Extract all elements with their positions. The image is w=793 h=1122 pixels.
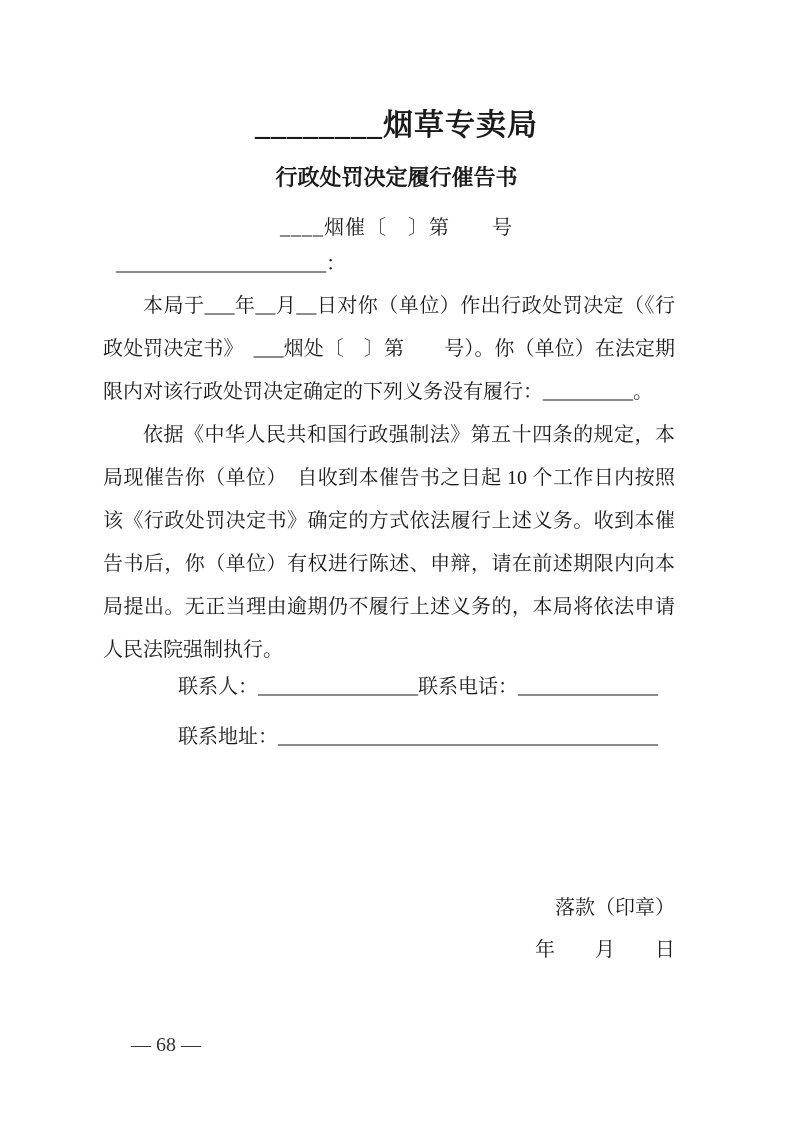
- contact-line-address: [178, 720, 658, 749]
- document-body: [103, 285, 675, 672]
- signature-block: [535, 895, 675, 963]
- paragraph-legal-basis: 依据《中华人民共和国行政强制法》第五十四条的规定，本局现催告你（单位） 自收到本催告书之日起 10 个工作日内按照该《行政处罚决定书》确定的方式依法履行上述义务。收到本催告书后，你（单位）有权进行陈述、申辩，请在前述期限内向本局提出。无正当理由逾期仍不履行上述义务的，本局将依法申请人民法院强制执行。: [103, 424, 675, 661]
- contact-person-label: 联系人：: [178, 676, 258, 698]
- contact-address-blank: ______________________________________: [278, 726, 658, 748]
- signature-seal-line: 落款（印章）: [555, 897, 675, 919]
- signature-date-line: 年 月 日: [535, 939, 675, 961]
- contact-phone-label: 联系电话：: [418, 676, 518, 698]
- contact-person-blank: ________________: [258, 676, 418, 698]
- contact-line-person-phone: [178, 670, 658, 699]
- document-subtitle: 行政处罚决定履行催告书: [275, 165, 518, 190]
- contact-phone-blank: ______________: [518, 676, 658, 698]
- addressee-blank-line: _____________________：: [116, 253, 346, 275]
- contact-address-label: 联系地址：: [178, 726, 278, 748]
- paragraph-penalty-decision: 本局于___年__月__日对你（单位）作出行政处罚决定（《行政处罚决定书》 ___烟处〔 〕第 号）。你（单位）在法定期限内对该行政处罚决定确定的下列义务没有履行：_________。: [103, 295, 675, 403]
- document-number-line: ____烟催〔 〕第 号: [280, 217, 513, 239]
- document-title: ________烟草专卖局: [255, 109, 538, 142]
- page-number: — 68 —: [131, 1034, 201, 1056]
